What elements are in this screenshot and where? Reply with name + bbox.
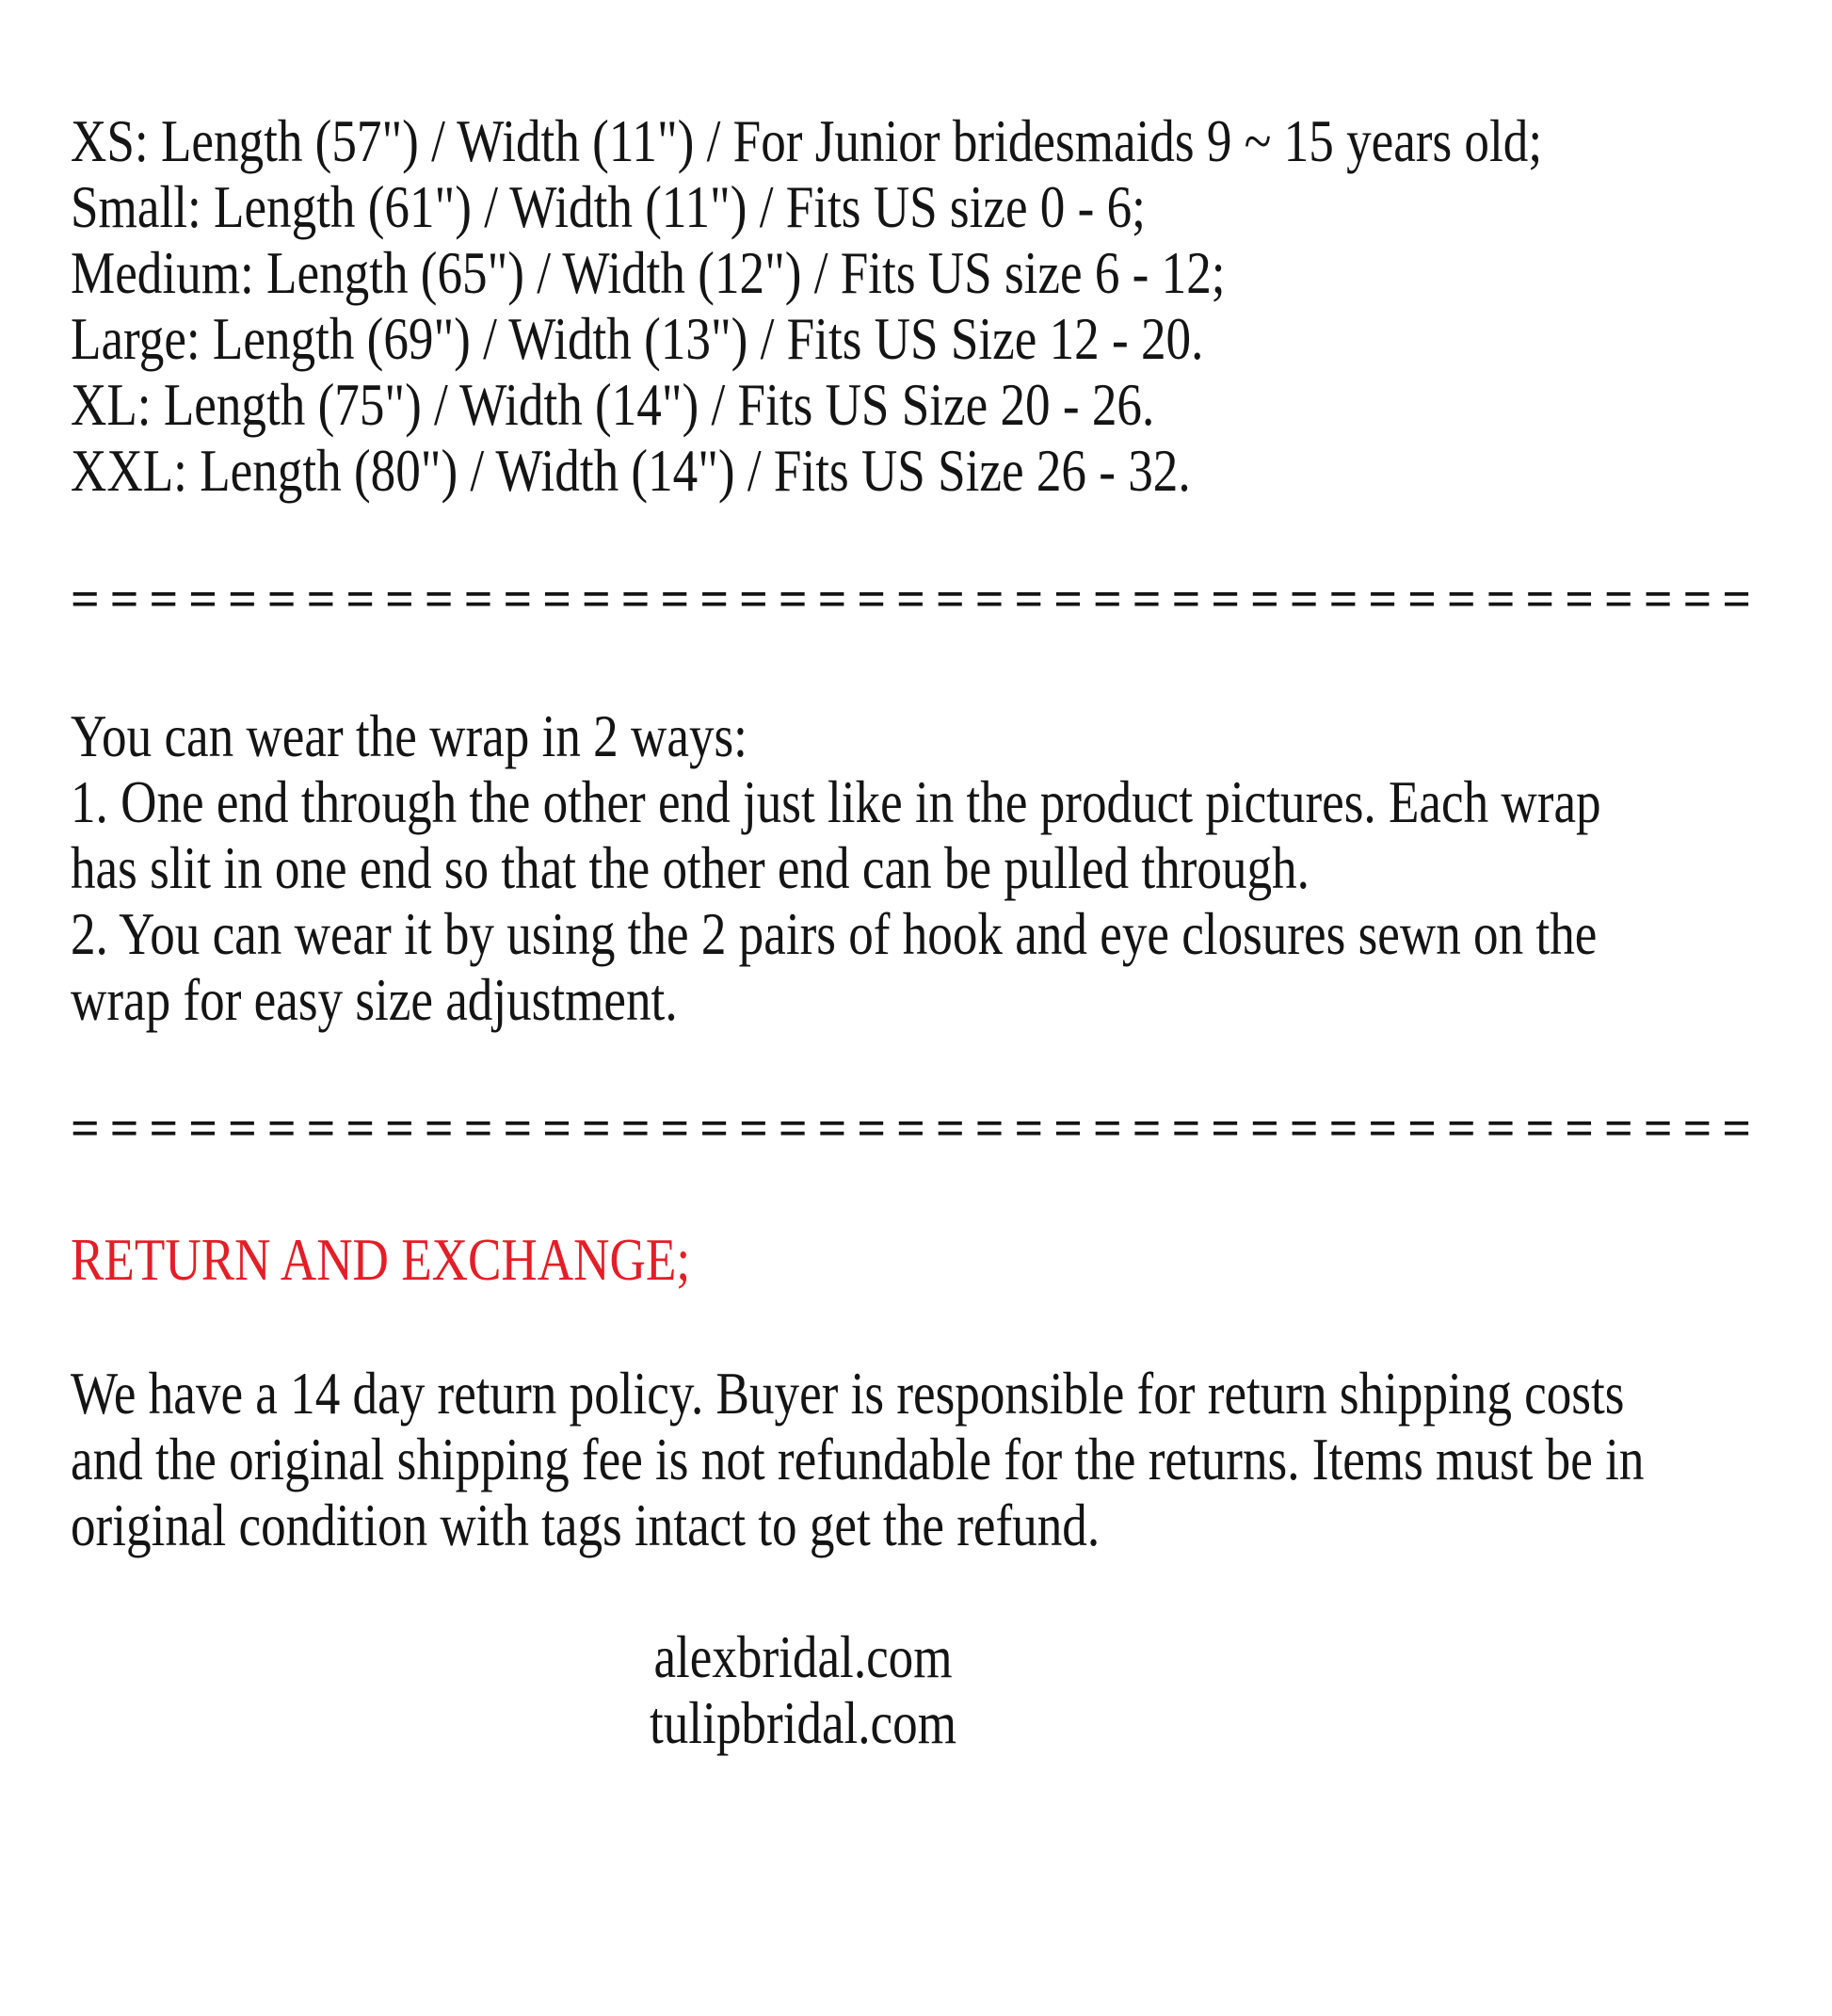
website-text-tulipbridal: tulipbridal.com	[649, 1689, 957, 1756]
wear-step-1-line-1: 1. One end through the other end just like in the product pictures. Each wrap	[71, 768, 1601, 835]
size-chart	[71, 0, 1832, 504]
size-chart-line-xl: XL: Length (75") / Width (14") / Fits US Size 20 - 26.	[71, 371, 1155, 438]
return-policy-line-2: and the original shipping fee is not refundable for the returns. Items must be in	[71, 1426, 1645, 1492]
separator-equals-text: ===========================================	[71, 571, 1762, 627]
wear-step-1-line-2: has slit in one end so that the other end can be pulled through.	[71, 834, 1310, 901]
separator-line-bottom	[71, 1095, 1832, 1161]
size-chart-line-medium: Medium: Length (65") / Width (12") / Fits US size 6 - 12;	[71, 239, 1226, 306]
return-policy-line-1: We have a 14 day return policy. Buyer is responsible for return shipping costs	[71, 1360, 1625, 1427]
return-exchange-section	[71, 1227, 1832, 1293]
wear-intro-line: You can wear the wrap in 2 ways:	[71, 702, 747, 769]
return-policy-paragraph	[71, 1361, 1832, 1558]
separator-line-top	[71, 566, 1832, 632]
website-text-alexbridal: alexbridal.com	[653, 1623, 953, 1690]
separator-equals-text: ===========================================	[71, 1100, 1762, 1156]
wear-step-2-line-2: wrap for easy size adjustment.	[71, 966, 678, 1033]
size-chart-line-large: Large: Length (69") / Width (13") / Fits US Size 12 - 20.	[71, 305, 1204, 372]
return-exchange-heading: RETURN AND EXCHANGE;	[71, 1226, 691, 1293]
wear-step-2-line-1: 2. You can wear it by using the 2 pairs of hook and eye closures sewn on the	[71, 900, 1598, 967]
size-chart-line-xxl: XXL: Length (80") / Width (14") / Fits US Size 26 - 32.	[71, 437, 1191, 504]
wear-instructions	[71, 703, 1832, 1033]
size-chart-line-xs: XS: Length (57") / Width (11") / For Junior bridesmaids 9 ~ 15 years old;	[71, 107, 1543, 174]
size-chart-line-small: Small: Length (61") / Width (11") / Fits US size 0 - 6;	[71, 173, 1146, 240]
website-list	[71, 1624, 1535, 1756]
return-policy-line-3: original condition with tags intact to get the refund.	[71, 1492, 1101, 1558]
